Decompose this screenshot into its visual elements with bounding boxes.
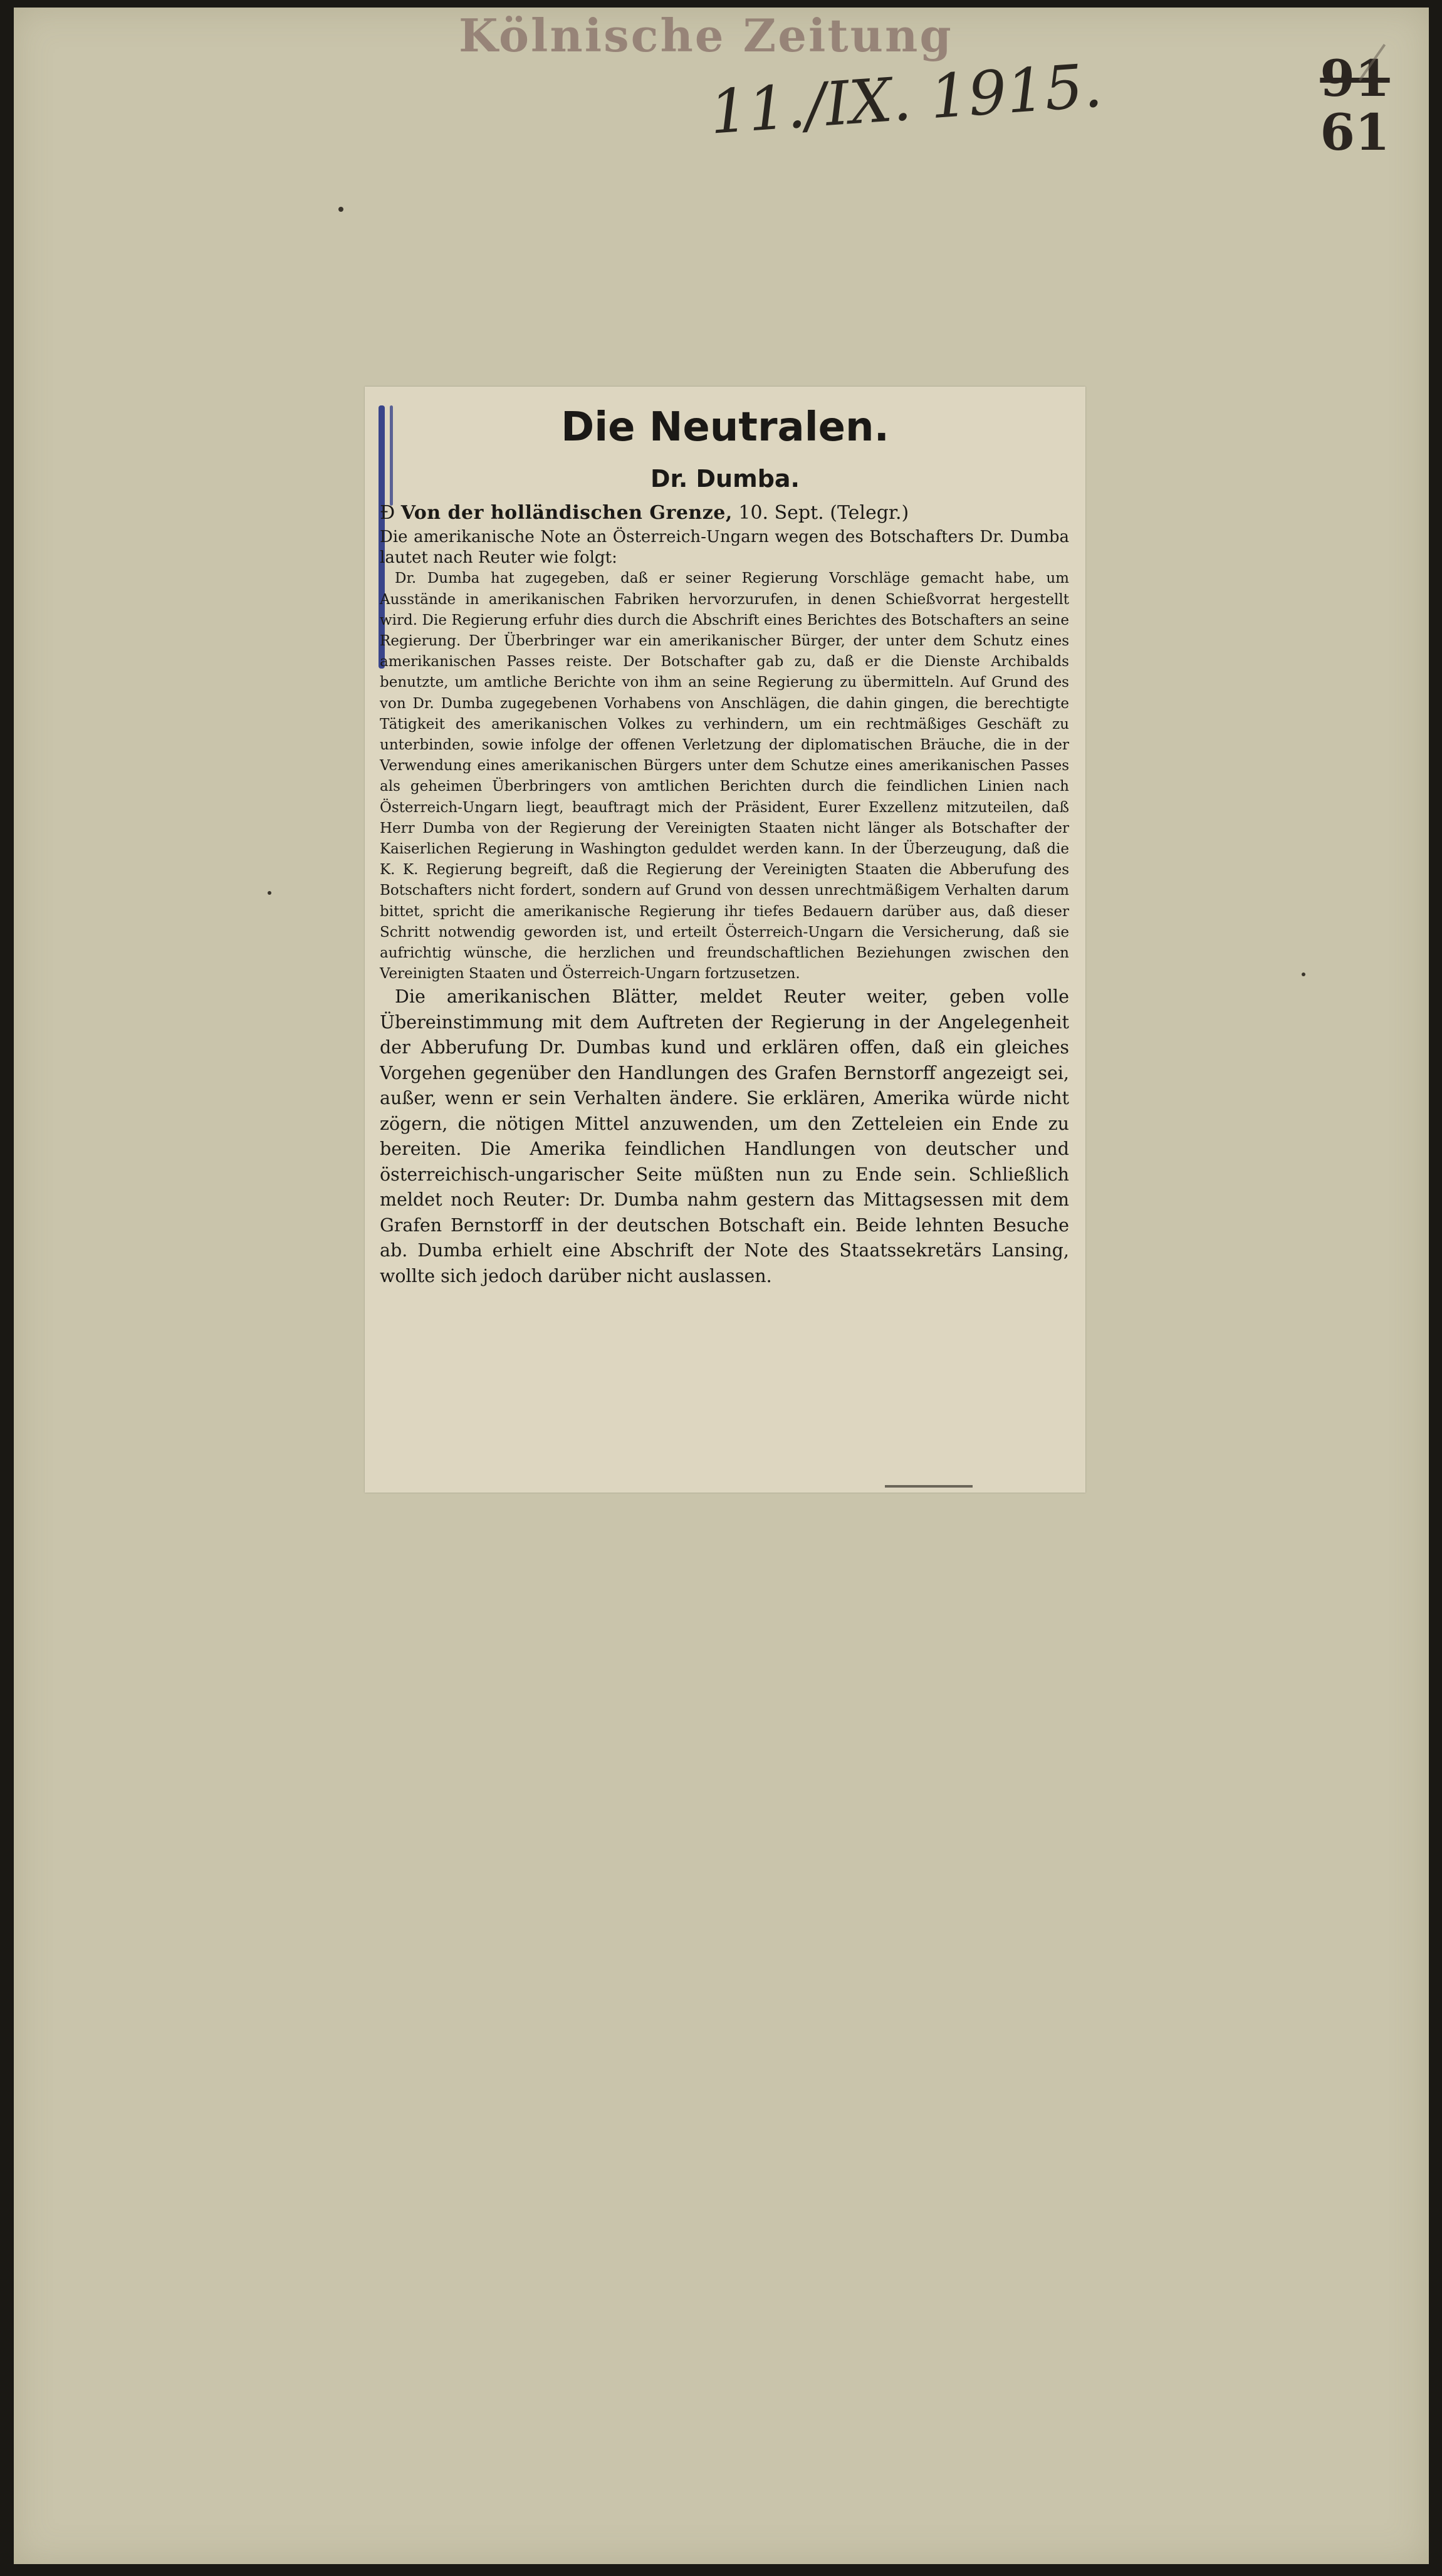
clipping-rule: [885, 1485, 973, 1488]
newspaper-clipping: [365, 387, 1085, 1493]
paper-speck: [268, 891, 271, 895]
article-dateline: [380, 501, 1069, 525]
dateline-place: Von der holländischen Grenze,: [400, 502, 733, 524]
article-subheadline: Dr. Dumba.: [650, 465, 800, 493]
archive-sheet: [14, 8, 1429, 2564]
old-page-number: 91: [1320, 49, 1390, 108]
article-paragraph: Die amerikanischen Blätter, meldet Reuter weiter, geben volle Übereinstimmung mit dem Auftreten der Regierung in der Angelegenheit der Abberufung Dr. Dumbas kund und erklären offen, daß ein gleiches Vorgehen gegenüber den Handlungen des Grafen Bernstorff angezeigt sei, außer, wenn er sein Verhalten ändere. Sie erklären, Amerika würde nicht zögern, die nötigen Mittel anzuwenden, um den Zetteleien ein Ende zu bereiten. Die Amerika feindlichen Handlungen von deutscher und österreichisch-ungarischer Seite müßten nun zu Ende sein. Schließlich meldet noch Reuter: Dr. Dumba nahm gestern das Mittagsessen mit dem Grafen Bernstorff in der deutschen Botschaft ein. Beide lehnten Besuche ab. Dumba erhielt eine Abschrift der Note des Staatssekretärs Lansing, wollte sich jedoch darüber nicht auslassen.: [380, 986, 1069, 1286]
article-paragraph: Dr. Dumba hat zugegeben, daß er seiner Regierung Vorschläge gemacht habe, um Ausstände in amerikanischen Fabriken hervorzurufen, in denen Schießvorrat hergestellt wird. Die Regierung erfuhr dies durch die Abschrift eines Berichtes des Botschafters an seine Regierung. Der Überbringer war ein amerikanischer Bürger, der unter dem Schutz eines amerikanischen Passes reiste. Der Botschafter gab zu, daß er die Dienste Archibalds benutzte, um amtliche Berichte von ihm an seine Regierung zu übermitteln. Auf Grund des von Dr. Dumba zugegebenen Vorhabens von Anschlägen, die dahin gingen, die berechtigte Tätigkeit des amerikanischen Volkes zu verhindern, um ein rechtmäßiges Geschäft zu unterbinden, sowie infolge der offenen Verletzung der diplomatischen Bräuche, die in der Verwendung eines amerikanischen Bürgers unter dem Schutze eines amerikanischen Passes als geheimen Überbringers von amtlichen Berichten durch die feindlichen Linien nach Österreich-Ungarn liegt, beauftragt mich der Präsident, Eurer Exzellenz mitzuteilen, daß Herr Dumba von der Regierung der Vereinigten Staaten nicht länger als Botschafter der Kaiserlichen Regierung in Washington geduldet werden kann. In der Überzeugung, daß die K. K. Regierung begreift, daß die Regierung der Vereinigten Staaten die Abberufung des Botschafters nicht fordert, sondern auf Grund von dessen unrechtmäßigem Verhalten darum bittet, spricht die amerikanische Regierung ihr tiefes Bedauern darüber aus, daß dieser Schritt notwendig geworden ist, und erteilt Österreich-Ungarn die Versicherung, daß sie aufrichtig wünsche, die herzlichen und freundschaftlichen Beziehungen zwischen den Vereinigten Staaten und Österreich-Ungarn fortzusetzen.: [380, 570, 1069, 983]
handwritten-date: 11./IX. 1915.: [707, 50, 1105, 148]
paper-speck: [1302, 973, 1305, 976]
paper-speck: [338, 207, 343, 212]
article-paragraph: Die amerikanische Note an Österreich-Ungarn wegen des Botschafters Dr. Dumba lautet nach Reuter wie folgt:: [380, 528, 1069, 568]
page-number: 61: [1320, 103, 1390, 162]
article-headline: Die Neutralen.: [561, 404, 889, 451]
newspaper-stamp: Kölnische Zeitung: [459, 9, 953, 62]
dateline-date: 10. Sept. (Telegr.): [738, 502, 909, 524]
dateline-symbol: Ɖ: [380, 502, 395, 524]
article-body: [380, 527, 1069, 1289]
